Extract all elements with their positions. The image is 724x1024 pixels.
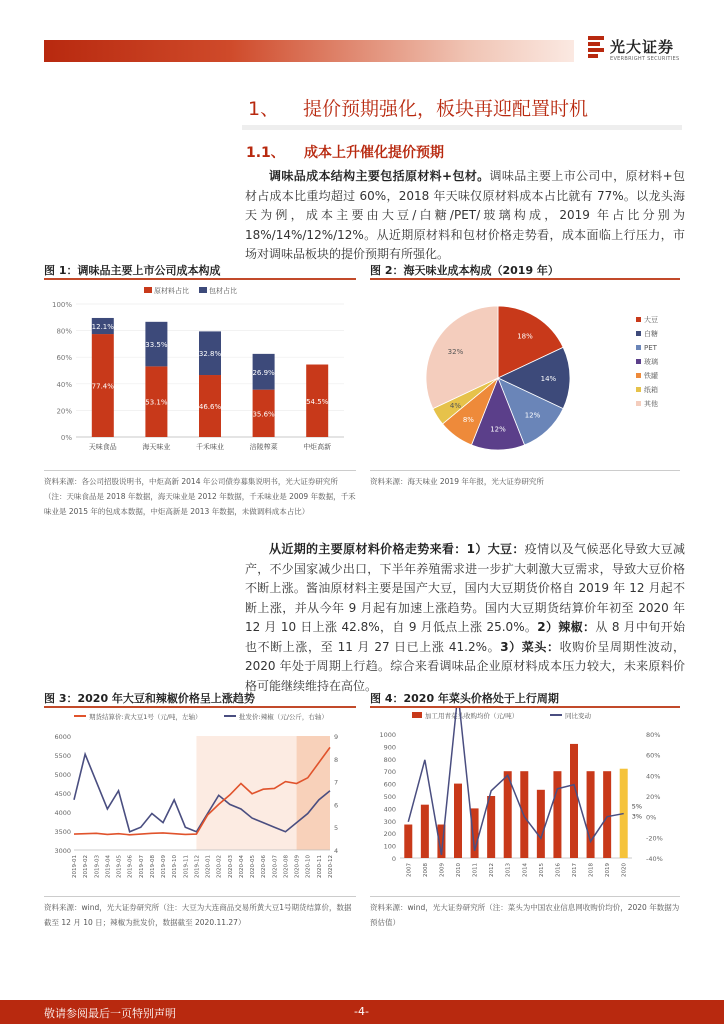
logo [588, 36, 698, 68]
fig4-title: 图 4：2020 年菜头价格处于上行周期 [370, 692, 559, 705]
fig4-bar [404, 825, 412, 858]
fig3-ytick-right: 7 [334, 778, 339, 787]
fig2-legend-label: 纸箱 [644, 386, 658, 394]
fig4-ytick-left: 800 [383, 755, 396, 764]
paragraph-2-lead-3: 3）菜头： [500, 639, 560, 654]
fig3-xtick: 2019-05 [116, 855, 123, 878]
fig2-legend-label: 玻璃 [644, 358, 658, 366]
fig4-xtick: 2008 [422, 863, 429, 877]
fig2-chart [370, 282, 680, 462]
fig3-xtick: 2019-10 [172, 855, 179, 878]
section-divider [242, 125, 682, 130]
fig1-source: 资料来源：各公司招股说明书，中炬高新 2014 年公司债券募集说明书，光大证券研究所（注：天味食品是 2018 年数据，海天味业是 2012 年数据，千禾味业是 2009 年数据，千禾味业是 2015 年的包成本数据，中炬高新是 2013 年数据，未做调料成本占比） [44, 477, 356, 516]
fig4-bar [537, 790, 545, 858]
fig3-ytick-left: 5000 [54, 771, 71, 779]
fig4-ytick-left: 300 [383, 817, 396, 826]
fig3-xtick: 2019-09 [161, 855, 168, 878]
fig3-ytick-right: 6 [334, 801, 339, 810]
paragraph-2-lead-2: 2）辣椒： [537, 620, 596, 634]
fig1-xtick: 海天味业 [142, 443, 171, 451]
fig2-data-label: 14% [540, 375, 557, 383]
fig4-ytick-right: 80% [646, 731, 661, 739]
fig4-ytick-right: 60% [646, 751, 661, 760]
fig4-bar [553, 771, 561, 858]
paragraph-2-body-2: 从 8 月中旬开始也不断上涨，至 11 月 27 日已上涨 41.2%。 [245, 620, 685, 654]
fig2-rule [370, 278, 680, 280]
paragraph-2-body-3: 收购价呈周期性波动，2020 年处于周期上行趋。综合来看调味品企业原材料成本压力较大，未来原料价格可能继续维持在高位。 [245, 639, 685, 693]
fig4-ytick-right: 40% [646, 772, 661, 781]
fig1-legend-label: 包材占比 [209, 287, 237, 295]
fig4-bar [603, 771, 611, 858]
fig1-data-label: 46.6% [198, 403, 222, 412]
fig4-ytick-left: 1000 [379, 731, 396, 739]
fig3-ytick-left: 6000 [54, 733, 71, 741]
fig3-xtick: 2020-05 [250, 855, 257, 878]
fig1-ytick: 0% [60, 434, 72, 442]
paragraph-2-body-1: 疫情以及气候恶化导致大豆减产，不少国家减少出口，下半年养殖需求进一步扩大刺激大豆需求，导致大豆价格不断上涨。酱油原材料主要是国产大豆，国内大豆期货价格自 2019 年 12 月起不断上涨，并从今年 9 月起有加速上涨趋势。国内大豆期货结算价年初至 2020 年 12 月 10 日上涨 42.8%，自 9 月低点上涨 25.0%。 [245, 542, 685, 634]
fig3-xtick: 2019-07 [138, 855, 145, 878]
fig3-legend-label: 批发价:辣椒（元/公斤，右轴） [239, 713, 328, 721]
fig3-ytick-left: 3500 [54, 828, 71, 836]
fig4-source: 资料来源：wind，光大证券研究所（注：菜头为中国农业信息网收购价均价，2020 年数据为预估值） [370, 903, 680, 927]
fig1-data-label: 35.6% [252, 410, 275, 419]
fig2-data-label: 4% [449, 402, 462, 411]
fig3-xtick: 2020-12 [328, 855, 334, 878]
fig2-legend-label: 白糖 [644, 330, 658, 338]
fig4-xtick: 2015 [538, 863, 545, 877]
fig3-ytick-right: 8 [334, 755, 339, 764]
fig4-ytick-right: 0% [646, 813, 657, 822]
fig3-xtick: 2019-11 [183, 855, 190, 878]
fig3-xtick: 2020-10 [305, 855, 312, 878]
fig3-xtick: 2020-02 [216, 855, 223, 878]
fig4-ytick-left: 200 [383, 830, 396, 839]
fig4-bottom-rule [370, 896, 680, 897]
paragraph-1-body: 调味品主要上市公司中，原材料+包材占成本比重均超过 60%，2018 年天味仅原材料成本占比就有 77%。以龙头海天为例，成本主要由大豆/白糖/PET/玻璃构成，2019 年占比分别为 18%/14%/12%/12%。从近期原材料和包材价格走势看，成本面临上行压力，市场对调味品板块的提价预期有所强化。 [245, 169, 686, 261]
fig1-chart [44, 282, 356, 462]
fig4-ytick-left: 700 [383, 768, 396, 777]
fig3-ytick-right: 5 [334, 824, 339, 833]
fig4-xtick: 2013 [505, 863, 512, 877]
page-number: -4- [354, 1005, 369, 1018]
subsection-title [246, 142, 444, 162]
fig1-rule [44, 278, 356, 280]
fig2-legend-swatch [636, 317, 641, 322]
fig3-xtick: 2020-11 [316, 855, 323, 878]
fig4-ytick-right: 20% [646, 793, 661, 801]
fig1-xtick: 涪陵榨菜 [249, 443, 278, 451]
fig1-ytick: 100% [51, 301, 72, 309]
fig4-bar [587, 771, 595, 858]
fig2-data-label: 12% [524, 411, 541, 420]
fig3-title: 图 3：2020 年大豆和辣椒价格呈上涨趋势 [44, 692, 255, 705]
fig3-source: 资料来源：wind，光大证券研究所（注：大豆为大连商品交易所黄大豆1号期货结算价，数据截至 12 月 10 日；辣椒为批发价，数据截至 2020.11.27） [44, 903, 352, 927]
fig4-end-label: 5% [631, 802, 643, 811]
paragraph-2-lead-1: 从近期的主要原材料价格走势来看：1）大豆： [269, 542, 525, 556]
fig3-ytick-left: 4000 [54, 809, 71, 817]
paragraph-2 [245, 540, 685, 696]
fig4-ytick-left: 500 [383, 793, 396, 801]
fig2-data-label: 18% [517, 332, 533, 341]
fig2-legend-swatch [636, 401, 641, 406]
fig4-ytick-right: -40% [646, 855, 663, 863]
fig4-xtick: 2009 [439, 863, 446, 877]
fig3-chart [44, 708, 356, 894]
fig4-bar [570, 744, 578, 858]
fig4-ytick-left: 600 [383, 780, 396, 789]
fig1-bottom-rule [44, 470, 356, 471]
fig1-data-label: 77.4% [91, 382, 114, 391]
fig4-ytick-left: 400 [383, 805, 396, 814]
fig2-legend-swatch [636, 373, 641, 378]
fig1-legend-swatch [144, 287, 152, 293]
fig1-data-label: 54.5% [306, 397, 329, 406]
fig4-xtick: 2014 [522, 863, 529, 877]
header-bar [44, 40, 574, 62]
fig1-xtick: 中炬高新 [303, 443, 332, 451]
fig4-xtick: 2007 [406, 863, 413, 877]
logo-en: EVERBRIGHT SECURITIES [610, 56, 680, 62]
fig2-legend-label: PET [644, 344, 657, 352]
fig3-xtick: 2020-03 [227, 855, 234, 878]
fig4-ytick-left: 900 [383, 743, 396, 752]
fig4-xtick: 2012 [489, 863, 496, 877]
fig4-bar [454, 784, 462, 858]
section-title [248, 94, 588, 121]
fig1-legend-label: 原材料占比 [154, 287, 189, 295]
fig2-bottom-rule [370, 470, 680, 471]
logo-mark-icon [588, 36, 604, 58]
subsection-number: 1.1、 [246, 145, 285, 161]
fig3-xtick: 2019-02 [83, 855, 90, 878]
fig1-ytick: 20% [56, 407, 72, 416]
fig4-ytick-left: 100 [383, 842, 396, 851]
fig4-bar [487, 796, 495, 858]
fig4-end-label: 3% [631, 812, 643, 821]
fig3-ytick-left: 4500 [54, 790, 71, 798]
fig2-legend-label: 其他 [644, 400, 658, 408]
fig3-xtick: 2020-06 [261, 855, 268, 878]
fig3-ytick-right: 4 [334, 847, 339, 855]
subsection-title-text: 成本上升催化提价预期 [304, 145, 444, 161]
fig2-legend-swatch [636, 359, 641, 364]
fig4-xtick: 2017 [572, 863, 578, 877]
fig4-xtick: 2020 [621, 863, 628, 877]
fig4-xtick: 2010 [456, 863, 462, 877]
fig3-xtick: 2019-01 [72, 855, 78, 878]
fig3-ytick-left: 3000 [54, 847, 71, 855]
fig1-data-label: 32.8% [198, 350, 222, 359]
fig3-xtick: 2019-03 [94, 855, 101, 878]
fig1-xtick: 千禾味业 [196, 443, 224, 451]
fig4-xtick: 2019 [605, 863, 612, 877]
footer-disclaimer[interactable]: 敬请参阅最后一页特别声明 [44, 1007, 176, 1020]
fig3-xtick: 2019-12 [194, 855, 201, 878]
fig3-xtick: 2019-04 [105, 855, 112, 878]
fig2-data-label: 12% [490, 425, 506, 434]
fig3-xtick: 2020-07 [272, 855, 279, 878]
fig3-ytick-right: 9 [334, 733, 339, 741]
logo-cn: 光大证券 [610, 38, 675, 56]
fig3-bottom-rule [44, 896, 356, 897]
fig2-legend-swatch [636, 387, 641, 392]
fig4-legend-swatch [412, 712, 422, 718]
fig4-xtick: 2016 [555, 863, 562, 877]
fig1-ytick: 60% [56, 354, 72, 363]
fig3-xtick: 2020-09 [294, 855, 301, 878]
fig3-ytick-left: 5500 [54, 752, 71, 760]
fig2-data-label: 32% [447, 347, 464, 356]
fig2-legend-label: 大豆 [644, 316, 658, 324]
fig4-legend-label: 同比变动 [565, 712, 591, 720]
fig2-legend-label: 铁罐 [644, 372, 658, 380]
fig4-chart [370, 708, 680, 894]
paragraph-1 [245, 167, 685, 265]
fig2-legend-swatch [636, 331, 641, 336]
fig4-bar [520, 771, 528, 858]
section-number: 1、 [248, 98, 280, 120]
fig1-data-label: 26.9% [252, 368, 275, 377]
fig1-data-label: 12.1% [91, 323, 114, 332]
fig2-source: 资料来源：海天味业 2019 年年报，光大证券研究所 [370, 477, 544, 486]
fig2-title: 图 2：海天味业成本构成（2019 年） [370, 264, 559, 277]
fig4-xtick: 2018 [588, 863, 595, 877]
fig4-ytick-left: 0 [391, 855, 396, 863]
fig1-xtick: 天味食品 [88, 443, 117, 451]
fig4-ytick-right: -20% [646, 834, 663, 843]
fig1-ytick: 40% [56, 380, 72, 389]
fig1-data-label: 33.5% [145, 341, 168, 350]
section-title-text: 提价预期强化，板块再迎配置时机 [303, 98, 589, 120]
fig3-xtick: 2020-04 [238, 855, 245, 878]
fig3-legend-label: 期货结算价:黄大豆1号（元/吨，左轴） [89, 713, 202, 721]
fig4-legend-label: 加工用青菜头收购均价（元/吨） [425, 712, 519, 720]
fig2-data-label: 8% [462, 415, 474, 424]
fig3-xtick: 2019-06 [127, 855, 134, 878]
fig4-xtick: 2011 [472, 863, 479, 877]
fig1-data-label: 53.1% [145, 398, 168, 407]
fig3-xtick: 2019-08 [149, 855, 156, 878]
paragraph-1-lead: 调味品成本结构主要包括原材料+包材。 [269, 169, 490, 183]
fig1-ytick: 80% [56, 327, 72, 336]
fig3-xtick: 2020-08 [283, 855, 290, 878]
fig1-legend-swatch [199, 287, 207, 293]
fig3-xtick: 2020-01 [205, 855, 212, 878]
fig1-title: 图 1：调味品主要上市公司成本构成 [44, 264, 221, 277]
fig2-legend-swatch [636, 345, 641, 350]
fig4-bar [421, 805, 429, 858]
